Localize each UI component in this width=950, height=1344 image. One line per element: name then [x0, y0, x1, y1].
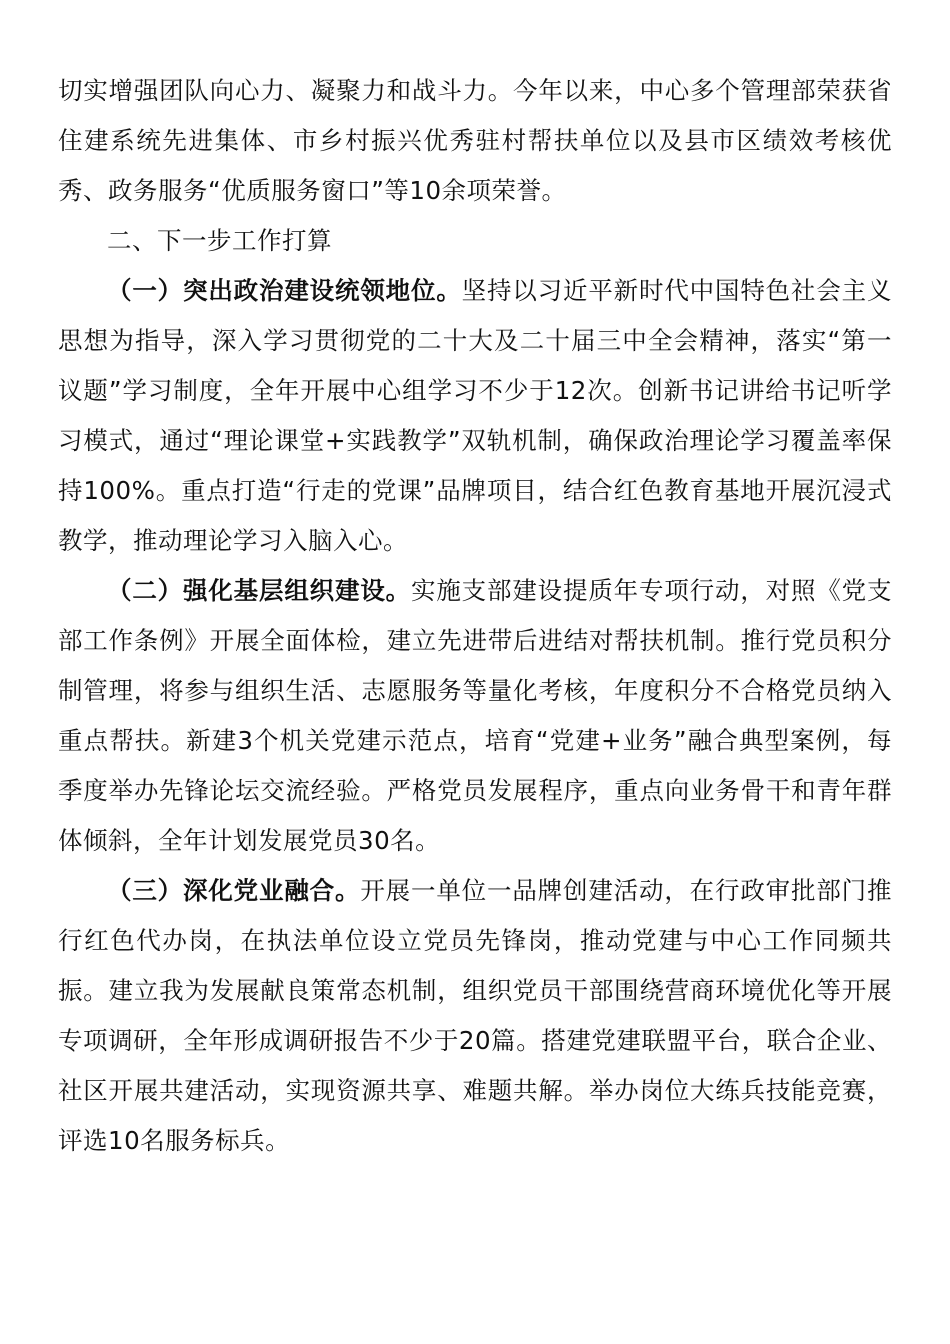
paragraph-grassroots-organization: [58, 566, 892, 866]
paragraph-text: 实施支部建设提质年专项行动，对照《党支部工作条例》开展全面体检，建立先进带后进结对帮扶机制。推行党员积分制管理，将参与组织生活、志愿服务等量化考核，年度积分不合格党员纳入重点帮扶。新建3个机关党建示范点，培育“党建+业务”融合典型案例，每季度举办先锋论坛交流经验。严格党员发展程序，重点向业务骨干和青年群体倾斜，全年计划发展党员30名。: [58, 576, 892, 855]
subheading-grassroots-organization: （二）强化基层组织建设。: [107, 576, 411, 605]
paragraph-political-building: [58, 266, 892, 566]
paragraph-party-business-integration: [58, 866, 892, 1166]
paragraph-honors: [58, 66, 892, 216]
subheading-political-building: （一）突出政治建设统领地位。: [107, 276, 462, 305]
paragraph-text: 切实增强团队向心力、凝聚力和战斗力。今年以来，中心多个管理部荣获省住建系统先进集体、市乡村振兴优秀驻村帮扶单位以及县市区绩效考核优秀、政务服务“优质服务窗口”等10余项荣誉。: [58, 76, 892, 205]
document-page: [58, 66, 892, 1166]
paragraph-text: 开展一单位一品牌创建活动，在行政审批部门推行红色代办岗，在执法单位设立党员先锋岗，推动党建与中心工作同频共振。建立我为发展献良策常态机制，组织党员干部围绕营商环境优化等开展专项调研，全年形成调研报告不少于20篇。搭建党建联盟平台，联合企业、社区开展共建活动，实现资源共享、难题共解。举办岗位大练兵技能竞赛，评选10名服务标兵。: [58, 876, 893, 1155]
paragraph-text: 坚持以习近平新时代中国特色社会主义思想为指导，深入学习贯彻党的二十大及二十届三中全会精神，落实“第一议题”学习制度，全年开展中心组学习不少于12次。创新书记讲给书记听学习模式，通过“理论课堂+实践教学”双轨机制，确保政治理论学习覆盖率保持100%。重点打造“行走的党课”品牌项目，结合红色教育基地开展沉浸式教学，推动理论学习入脑入心。: [58, 276, 893, 555]
section-heading-text: 二、下一步工作打算: [107, 226, 332, 255]
subheading-party-business-integration: （三）深化党业融合。: [107, 876, 361, 905]
section-heading-next-steps: [58, 216, 892, 266]
